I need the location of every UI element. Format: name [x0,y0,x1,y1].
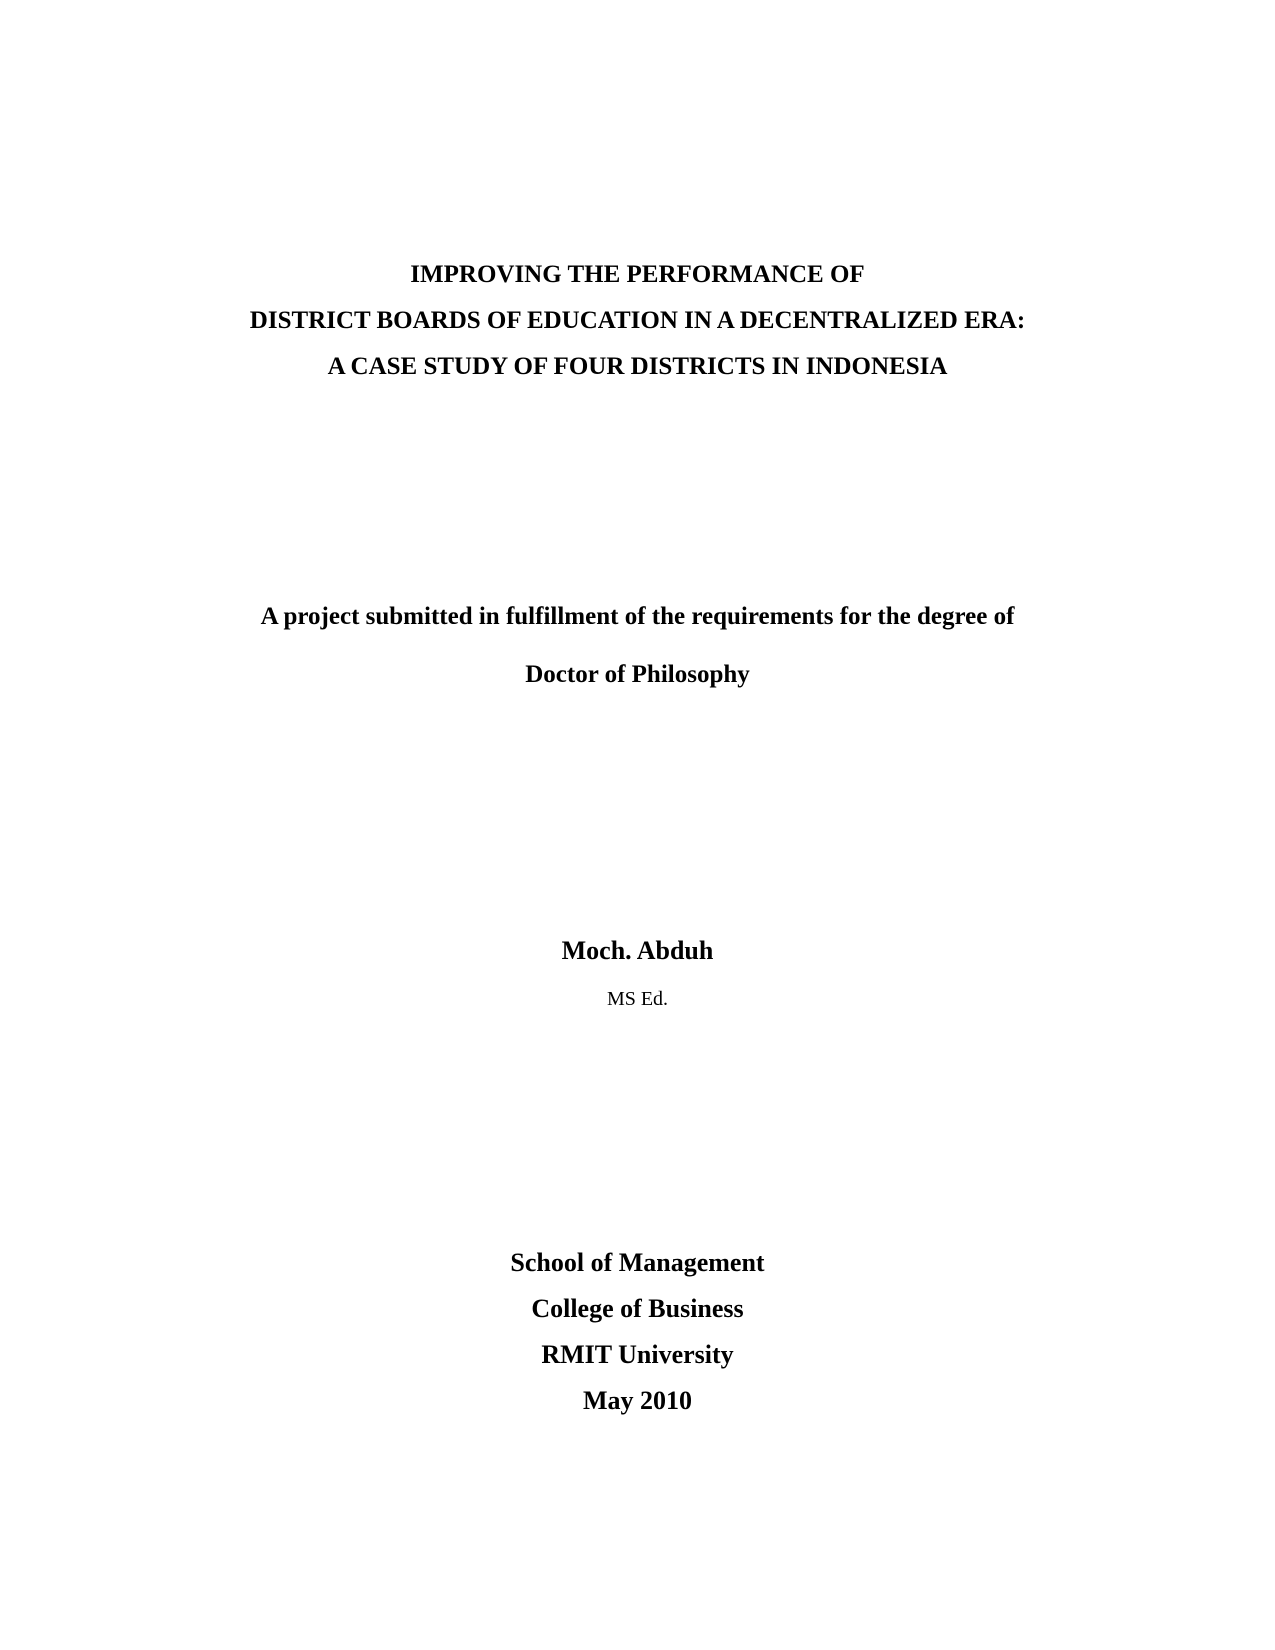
submission-date: May 2010 [582,1386,693,1415]
school-name: School of Management [510,1248,765,1277]
thesis-title-line-1: IMPROVING THE PERFORMANCE OF [410,261,865,288]
institution-block [0,1240,1275,1424]
author-credential-block [0,984,1275,1014]
college-name: College of Business [531,1294,744,1323]
university-name: RMIT University [541,1340,734,1369]
degree-name: Doctor of Philosophy [525,661,750,688]
author-name: Moch. Abduh [561,936,714,965]
thesis-title-line-3: A CASE STUDY OF FOUR DISTRICTS IN INDONESIA [327,353,948,380]
author-credential: MS Ed. [606,988,669,1010]
submission-statement [0,588,1275,704]
author-block [0,933,1275,969]
submission-text: A project submitted in fulfillment of the requirements for the degree of [260,603,1015,630]
thesis-title-line-2: DISTRICT BOARDS OF EDUCATION IN A DECENTRALIZED ERA: [249,307,1026,334]
thesis-title [0,252,1275,390]
